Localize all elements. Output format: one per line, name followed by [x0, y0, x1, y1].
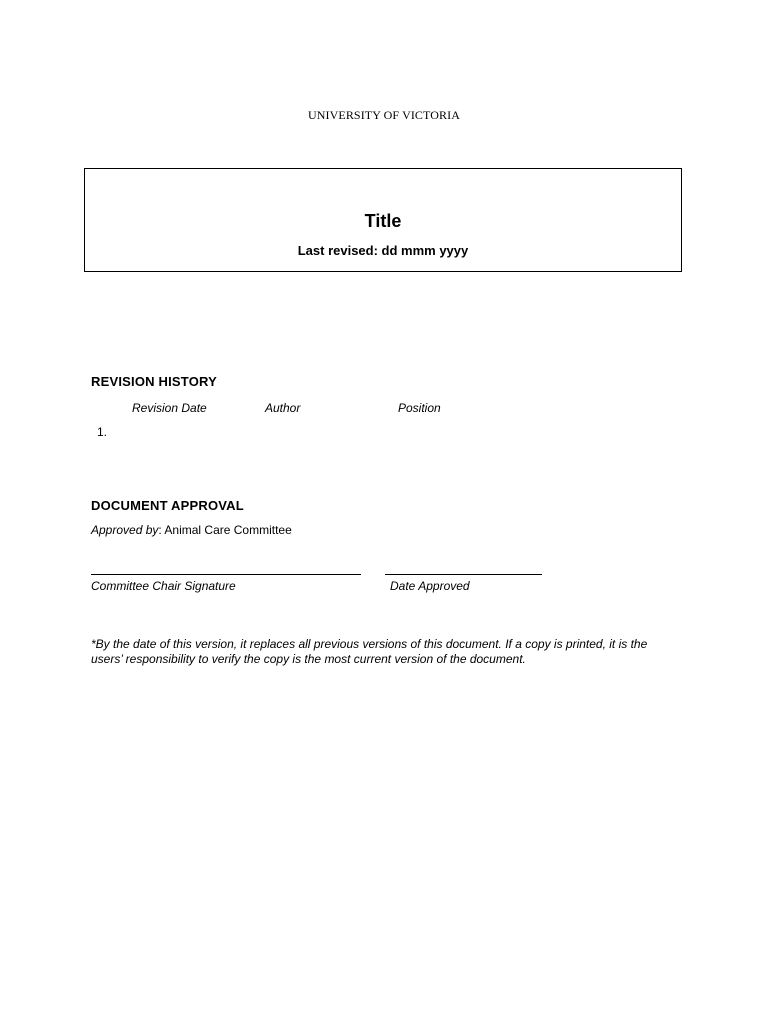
last-revised-date: Last revised: dd mmm yyyy	[297, 243, 469, 258]
disclaimer-text	[91, 637, 691, 667]
approved-by-line	[91, 523, 292, 537]
disclaimer-line-2: users’ responsibility to verify the copy is the most current version of the document.	[91, 652, 526, 666]
column-header-position: Position	[398, 401, 441, 415]
organization-header: UNIVERSITY OF VICTORIA	[308, 108, 460, 122]
document-approval-heading: DOCUMENT APPROVAL	[91, 498, 244, 513]
date-approved-line	[385, 574, 542, 575]
revision-row-number: 1.	[97, 425, 108, 439]
signature-line	[91, 574, 361, 575]
column-header-author: Author	[265, 401, 301, 415]
column-header-revision-date: Revision Date	[132, 401, 207, 415]
approved-by-separator: :	[158, 523, 162, 537]
disclaimer-line-1: *By the date of this version, it replaces all previous versions of this document. If a copy is printed, it is the	[91, 637, 648, 651]
approved-by-label: Approved by	[91, 523, 159, 537]
signature-label: Committee Chair Signature	[91, 579, 236, 593]
approved-by-value: Animal Care Committee	[161, 523, 292, 537]
date-approved-label: Date Approved	[390, 579, 470, 593]
revision-history-heading: REVISION HISTORY	[91, 374, 218, 389]
title-box	[84, 168, 682, 272]
document-title: Title	[364, 211, 402, 231]
